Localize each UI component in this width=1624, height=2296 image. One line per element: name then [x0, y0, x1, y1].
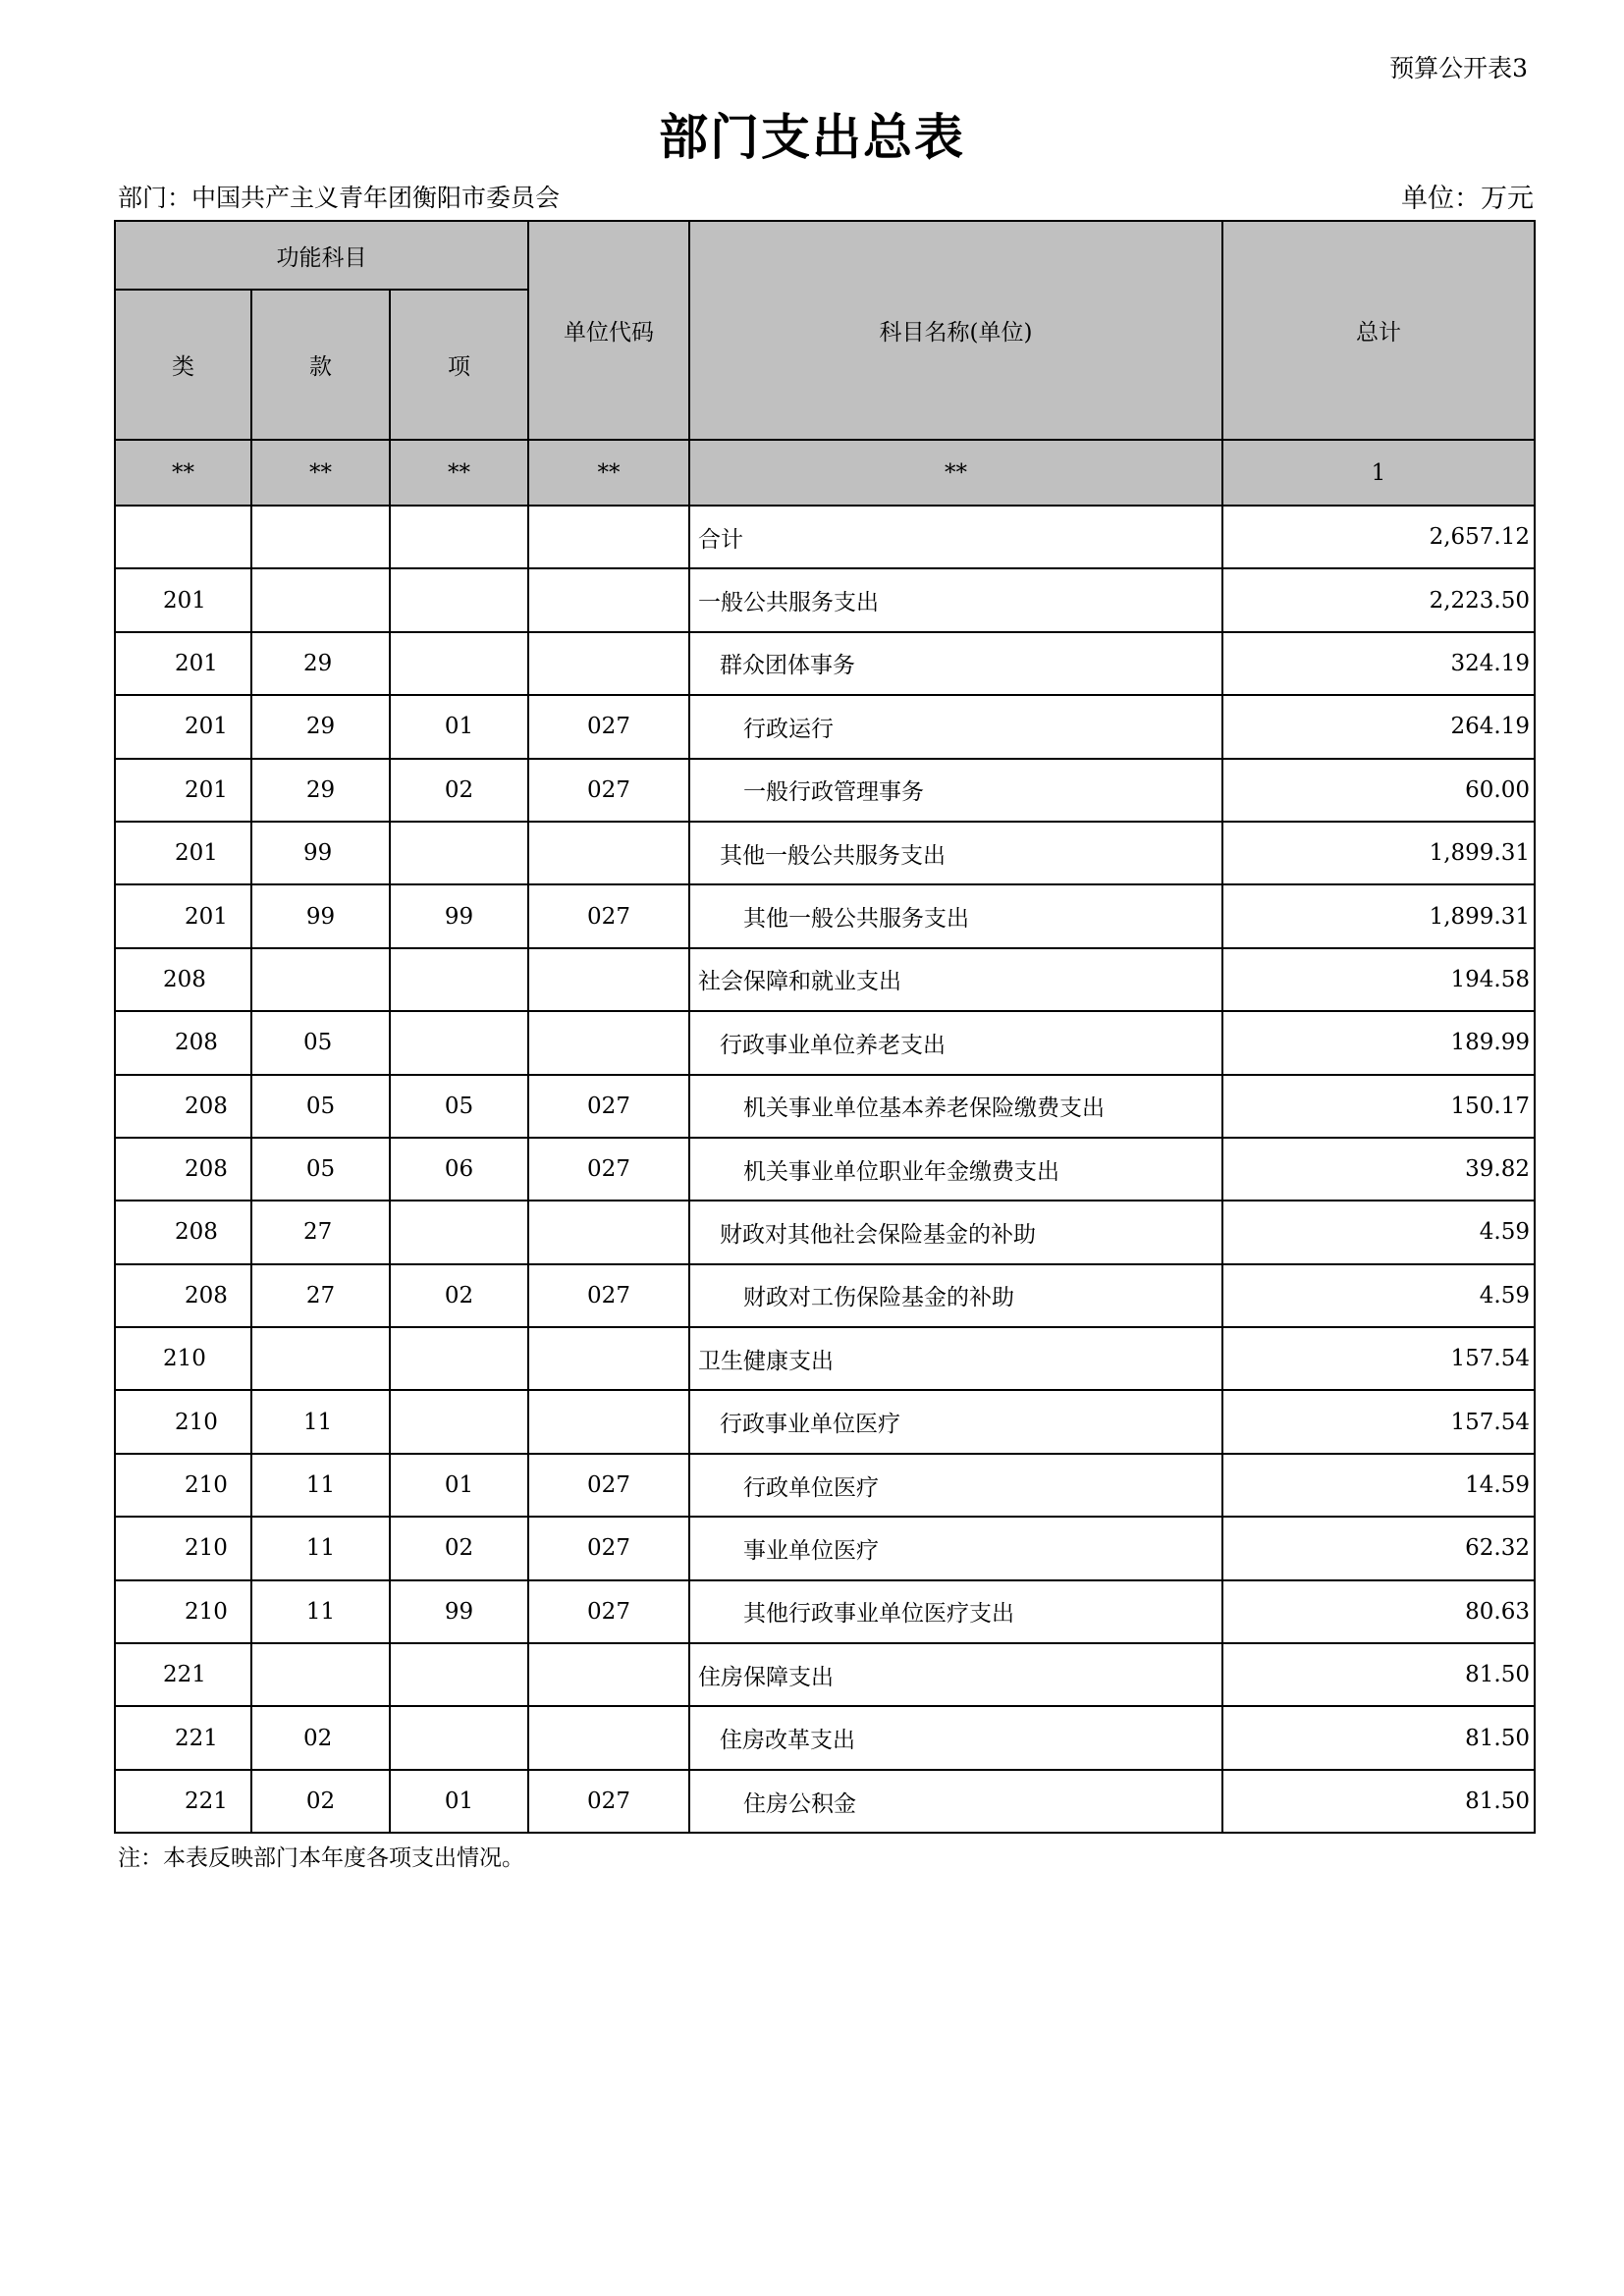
cell-subject-name: 一般公共服务支出 [689, 568, 1222, 631]
cell-subject-name: 行政事业单位养老支出 [689, 1011, 1222, 1074]
table-row [115, 822, 1535, 884]
cell-lei: 210 [115, 1327, 251, 1390]
cell-kuan: 29 [251, 632, 390, 695]
table-row [115, 1390, 1535, 1453]
cell-lei: 208 [115, 1264, 251, 1327]
cell-xiang: 99 [390, 1580, 528, 1643]
cell-kuan [251, 568, 390, 631]
cell-lei: 208 [115, 1011, 251, 1074]
header-total: 总计 [1222, 221, 1535, 440]
cell-subject-name: 机关事业单位基本养老保险缴费支出 [689, 1075, 1222, 1138]
cell-unit-code [528, 1201, 689, 1263]
cell-unit-code [528, 568, 689, 631]
cell-total: 194.58 [1222, 948, 1535, 1011]
cell-subject-name: 合计 [689, 506, 1222, 568]
table-row [115, 1454, 1535, 1517]
cell-subject-name: 一般行政管理事务 [689, 759, 1222, 822]
cell-kuan: 11 [251, 1580, 390, 1643]
cell-xiang [390, 1011, 528, 1074]
cell-unit-code [528, 1011, 689, 1074]
header-kuan: 款 [251, 290, 390, 440]
cell-xiang [390, 568, 528, 631]
cell-xiang: 01 [390, 1454, 528, 1517]
cell-xiang: 01 [390, 1770, 528, 1833]
cell-lei: 201 [115, 695, 251, 758]
table-row [115, 1138, 1535, 1201]
header-functional-subject: 功能科目 [115, 221, 528, 290]
table-row [115, 1517, 1535, 1579]
unit-label: 单位：万元 [1401, 184, 1534, 214]
cell-unit-code: 027 [528, 1138, 689, 1201]
cell-kuan: 11 [251, 1390, 390, 1453]
cell-xiang [390, 1706, 528, 1769]
cell-total: 150.17 [1222, 1075, 1535, 1138]
cell-lei: 221 [115, 1643, 251, 1706]
mark-cell: 1 [1222, 440, 1535, 506]
cell-xiang [390, 822, 528, 884]
cell-lei: 208 [115, 1138, 251, 1201]
cell-lei: 201 [115, 822, 251, 884]
cell-subject-name: 机关事业单位职业年金缴费支出 [689, 1138, 1222, 1201]
cell-subject-name: 财政对其他社会保险基金的补助 [689, 1201, 1222, 1263]
cell-subject-name: 行政运行 [689, 695, 1222, 758]
cell-total: 62.32 [1222, 1517, 1535, 1579]
mark-cell: ** [251, 440, 390, 506]
cell-kuan: 27 [251, 1264, 390, 1327]
cell-total: 2,223.50 [1222, 568, 1535, 631]
table-row [115, 695, 1535, 758]
cell-xiang: 99 [390, 884, 528, 947]
cell-xiang: 02 [390, 759, 528, 822]
cell-subject-name: 其他一般公共服务支出 [689, 884, 1222, 947]
cell-unit-code [528, 1643, 689, 1706]
cell-kuan [251, 1643, 390, 1706]
cell-lei: 208 [115, 1201, 251, 1263]
cell-subject-name: 卫生健康支出 [689, 1327, 1222, 1390]
cell-unit-code [528, 1390, 689, 1453]
cell-kuan: 05 [251, 1138, 390, 1201]
mark-cell: ** [689, 440, 1222, 506]
table-row [115, 568, 1535, 631]
cell-xiang: 05 [390, 1075, 528, 1138]
cell-unit-code: 027 [528, 884, 689, 947]
cell-subject-name: 事业单位医疗 [689, 1517, 1222, 1579]
cell-total: 60.00 [1222, 759, 1535, 822]
mark-cell: ** [528, 440, 689, 506]
cell-unit-code: 027 [528, 1264, 689, 1327]
table-row [115, 1011, 1535, 1074]
cell-lei: 201 [115, 759, 251, 822]
cell-total: 1,899.31 [1222, 884, 1535, 947]
table-row [115, 506, 1535, 568]
cell-total: 189.99 [1222, 1011, 1535, 1074]
cell-lei: 210 [115, 1517, 251, 1579]
cell-lei: 210 [115, 1580, 251, 1643]
cell-kuan: 29 [251, 695, 390, 758]
cell-lei: 210 [115, 1390, 251, 1453]
cell-total: 264.19 [1222, 695, 1535, 758]
cell-total: 1,899.31 [1222, 822, 1535, 884]
cell-lei: 201 [115, 884, 251, 947]
cell-unit-code: 027 [528, 695, 689, 758]
header-unit-code: 单位代码 [528, 221, 689, 440]
cell-kuan: 11 [251, 1454, 390, 1517]
cell-total: 324.19 [1222, 632, 1535, 695]
cell-kuan: 02 [251, 1706, 390, 1769]
cell-lei: 221 [115, 1770, 251, 1833]
table-row [115, 948, 1535, 1011]
cell-unit-code: 027 [528, 1580, 689, 1643]
cell-subject-name: 行政事业单位医疗 [689, 1390, 1222, 1453]
cell-kuan: 27 [251, 1201, 390, 1263]
cell-unit-code: 027 [528, 1517, 689, 1579]
cell-lei: 221 [115, 1706, 251, 1769]
cell-total: 81.50 [1222, 1706, 1535, 1769]
cell-lei: 210 [115, 1454, 251, 1517]
header-xiang: 项 [390, 290, 528, 440]
cell-xiang: 02 [390, 1264, 528, 1327]
cell-subject-name: 财政对工伤保险基金的补助 [689, 1264, 1222, 1327]
table-row [115, 759, 1535, 822]
cell-xiang: 01 [390, 695, 528, 758]
table-row [115, 1201, 1535, 1263]
cell-total: 4.59 [1222, 1201, 1535, 1263]
cell-subject-name: 群众团体事务 [689, 632, 1222, 695]
cell-xiang [390, 1643, 528, 1706]
mark-cell: ** [115, 440, 251, 506]
cell-unit-code [528, 1706, 689, 1769]
table-row [115, 1580, 1535, 1643]
cell-lei: 201 [115, 632, 251, 695]
footnote: 注：本表反映部门本年度各项支出情况。 [118, 1845, 524, 1871]
cell-xiang [390, 948, 528, 1011]
cell-total: 81.50 [1222, 1643, 1535, 1706]
cell-kuan: 02 [251, 1770, 390, 1833]
cell-unit-code [528, 1327, 689, 1390]
cell-kuan [251, 1327, 390, 1390]
cell-xiang [390, 1327, 528, 1390]
cell-lei [115, 506, 251, 568]
table-row [115, 884, 1535, 947]
cell-kuan: 05 [251, 1011, 390, 1074]
cell-unit-code: 027 [528, 1075, 689, 1138]
cell-kuan: 99 [251, 884, 390, 947]
cell-kuan: 05 [251, 1075, 390, 1138]
department-label: 部门：中国共产主义青年团衡阳市委员会 [118, 184, 561, 212]
cell-total: 157.54 [1222, 1390, 1535, 1453]
cell-subject-name: 其他一般公共服务支出 [689, 822, 1222, 884]
cell-unit-code: 027 [528, 1770, 689, 1833]
table-row [115, 1770, 1535, 1833]
cell-subject-name: 其他行政事业单位医疗支出 [689, 1580, 1222, 1643]
cell-subject-name: 住房保障支出 [689, 1643, 1222, 1706]
cell-lei: 201 [115, 568, 251, 631]
cell-unit-code [528, 948, 689, 1011]
cell-subject-name: 行政单位医疗 [689, 1454, 1222, 1517]
cell-subject-name: 住房改革支出 [689, 1706, 1222, 1769]
table-row [115, 1264, 1535, 1327]
cell-total: 4.59 [1222, 1264, 1535, 1327]
table-row [115, 632, 1535, 695]
form-number: 预算公开表3 [1389, 54, 1528, 82]
cell-subject-name: 住房公积金 [689, 1770, 1222, 1833]
cell-kuan [251, 506, 390, 568]
cell-xiang: 06 [390, 1138, 528, 1201]
table-row [115, 1643, 1535, 1706]
cell-unit-code [528, 632, 689, 695]
cell-unit-code [528, 506, 689, 568]
cell-lei: 208 [115, 948, 251, 1011]
mark-cell: ** [390, 440, 528, 506]
cell-unit-code: 027 [528, 1454, 689, 1517]
table-row [115, 1327, 1535, 1390]
header-lei: 类 [115, 290, 251, 440]
table-row [115, 1075, 1535, 1138]
cell-total: 39.82 [1222, 1138, 1535, 1201]
cell-unit-code: 027 [528, 759, 689, 822]
cell-xiang [390, 1201, 528, 1263]
cell-subject-name: 社会保障和就业支出 [689, 948, 1222, 1011]
cell-kuan [251, 948, 390, 1011]
table-row [115, 1706, 1535, 1769]
cell-kuan: 29 [251, 759, 390, 822]
cell-unit-code [528, 822, 689, 884]
cell-kuan: 11 [251, 1517, 390, 1579]
cell-xiang: 02 [390, 1517, 528, 1579]
page-title: 部门支出总表 [659, 109, 965, 166]
header-subject-name: 科目名称(单位) [689, 221, 1222, 440]
cell-total: 80.63 [1222, 1580, 1535, 1643]
cell-lei: 208 [115, 1075, 251, 1138]
cell-xiang [390, 1390, 528, 1453]
cell-xiang [390, 632, 528, 695]
cell-kuan: 99 [251, 822, 390, 884]
cell-total: 81.50 [1222, 1770, 1535, 1833]
cell-total: 157.54 [1222, 1327, 1535, 1390]
cell-total: 2,657.12 [1222, 506, 1535, 568]
cell-xiang [390, 506, 528, 568]
cell-total: 14.59 [1222, 1454, 1535, 1517]
expenditure-table [114, 220, 1536, 1834]
